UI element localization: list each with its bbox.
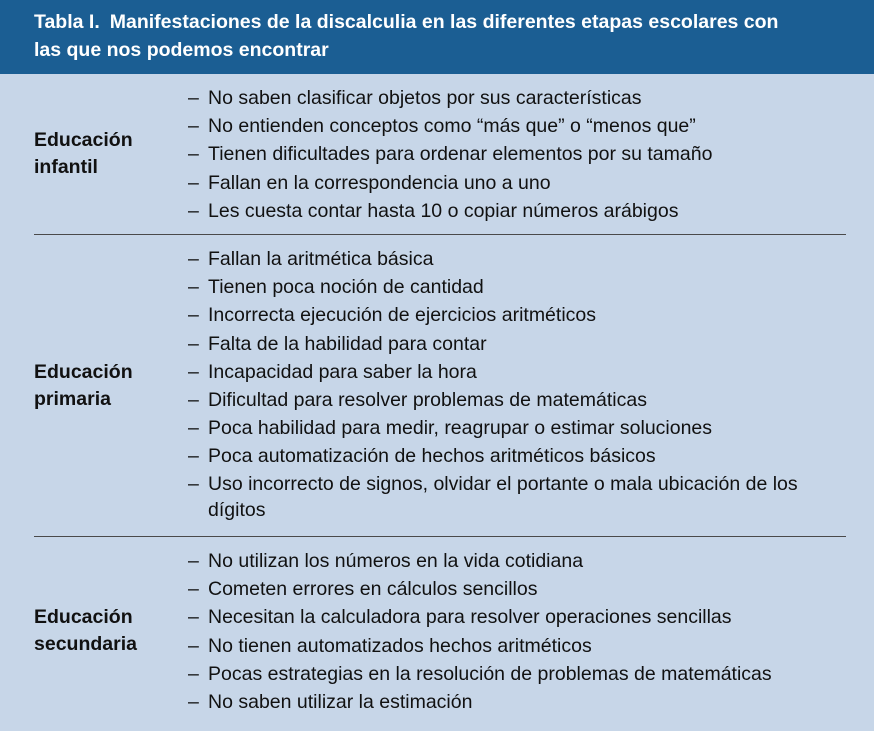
list-item: – No entienden conceptos como “más que” o “menos que” [188,112,838,140]
list-item: – Incapacidad para saber la hora [188,358,838,386]
list-item: – No tienen automatizados hechos aritméticos [188,632,838,660]
stage-label-line-1: Educación [34,129,133,151]
list-item: – Poca automatización de hechos aritméticos básicos [188,442,838,470]
manifestations-list [188,245,838,523]
list-item: – Poca habilidad para medir, reagrupar o estimar soluciones [188,414,838,442]
stage-label-line-1: Educación [34,361,133,383]
stage-label-line-2: infantil [34,156,98,178]
row-educacion-infantil [34,84,846,232]
stage-label-line-1: Educación [34,606,133,628]
list-item: – Falta de la habilidad para contar [188,330,838,358]
stage-label [34,127,184,181]
stage-label [34,359,184,413]
list-item: – Necesitan la calculadora para resolver operaciones sencillas [188,603,838,631]
manifestations-list [188,547,838,716]
caption-title-part-1: Manifestaciones de la discalculia en las diferentes etapas escolares con [109,11,779,33]
list-item: – Les cuesta contar hasta 10 o copiar números arábigos [188,197,838,225]
row-divider [34,234,846,235]
caption-line-1 [34,8,854,36]
row-educacion-secundaria [34,547,846,719]
table-label: Tabla I. [34,11,100,33]
list-item: – Tienen poca noción de cantidad [188,273,838,301]
list-item: – Fallan la aritmética básica [188,245,838,273]
list-item: – No saben clasificar objetos por sus características [188,84,838,112]
stage-label-line-2: secundaria [34,633,137,655]
manifestations-list [188,84,838,225]
list-item: – Fallan en la correspondencia uno a uno [188,169,838,197]
row-divider [34,536,846,537]
stage-label [34,604,184,658]
list-item: – Incorrecta ejecución de ejercicios aritméticos [188,301,838,329]
list-item: – Tienen dificultades para ordenar elementos por su tamaño [188,140,838,168]
table-caption [0,0,874,74]
list-item: – Pocas estrategias en la resolución de problemas de matemáticas [188,660,838,688]
list-item: – No saben utilizar la estimación [188,688,838,716]
list-item: – No utilizan los números en la vida cotidiana [188,547,838,575]
list-item: – Uso incorrecto de signos, olvidar el portante o mala ubicación de los dígitos [188,471,808,523]
stage-label-line-2: primaria [34,388,111,410]
row-educacion-primaria [34,245,846,527]
list-item: – Cometen errores en cálculos sencillos [188,575,838,603]
list-item: – Dificultad para resolver problemas de matemáticas [188,386,838,414]
caption-title-part-2: las que nos podemos encontrar [34,39,329,61]
